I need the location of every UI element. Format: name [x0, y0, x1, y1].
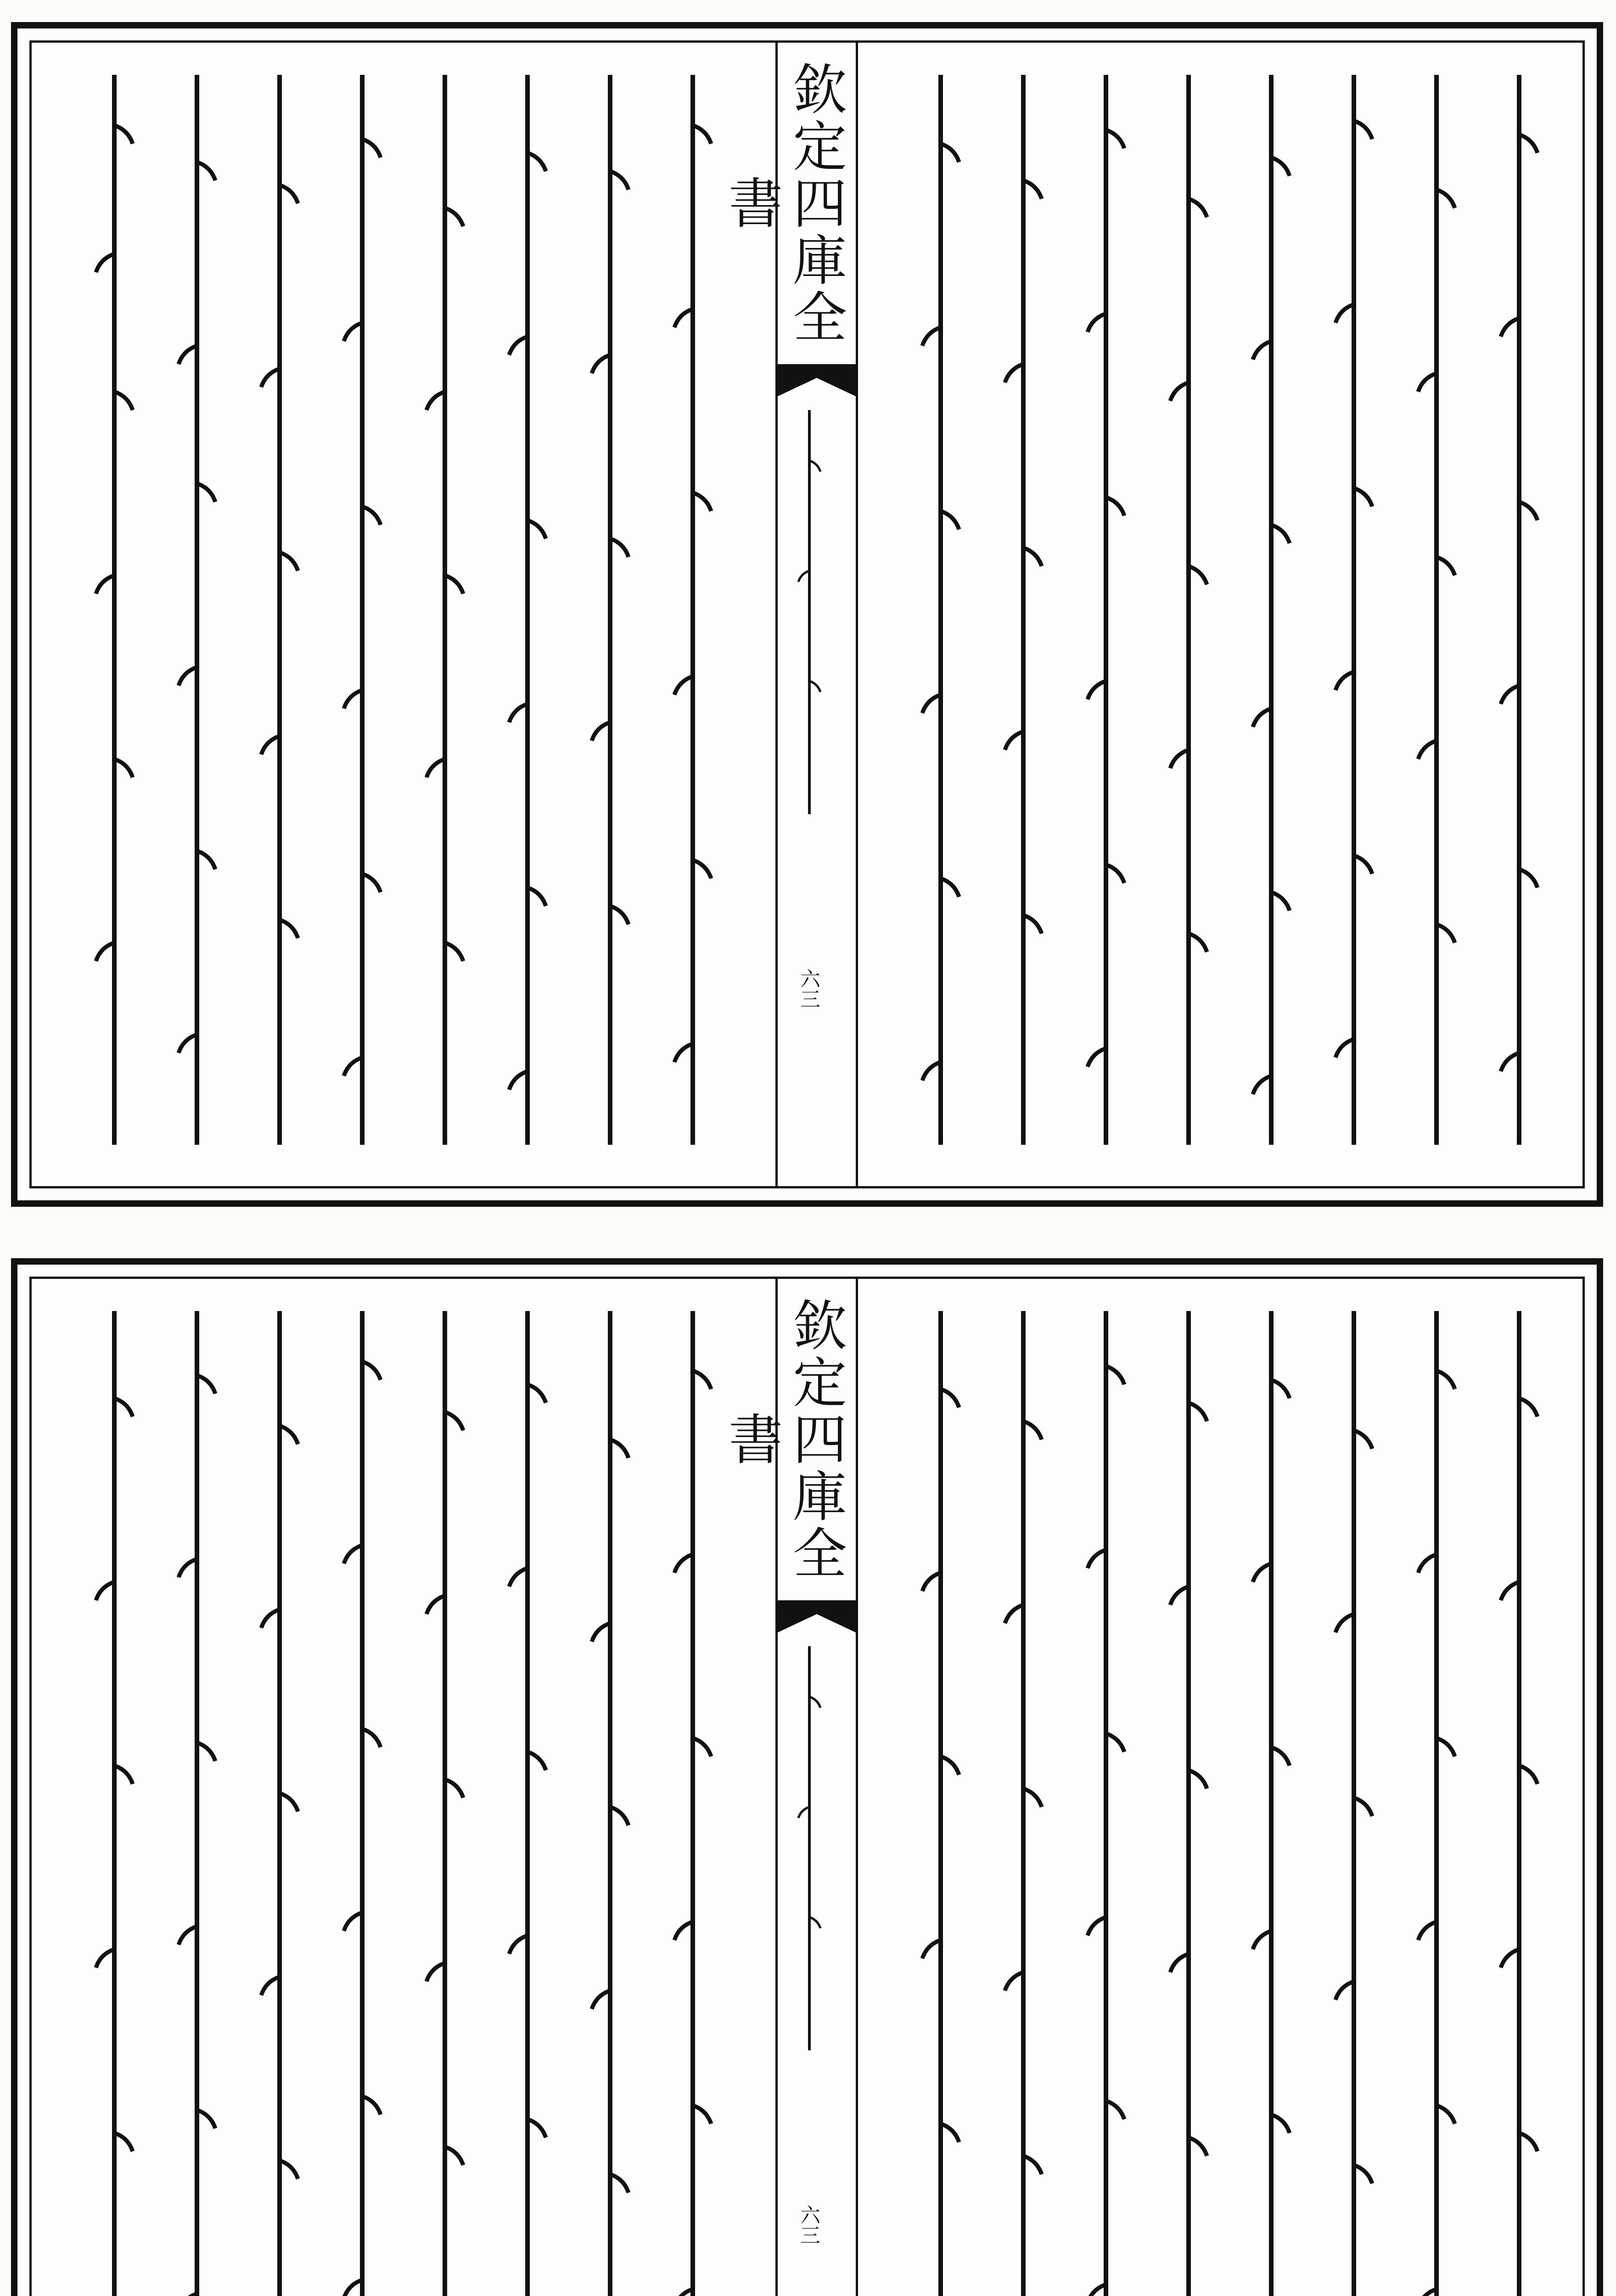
manchu-text-column [500, 70, 555, 1149]
fish-tail-mark [778, 1600, 856, 1632]
manchu-text-column [335, 70, 390, 1149]
manchu-text-column [417, 70, 472, 1149]
manchu-text-column [87, 1306, 142, 2296]
manchu-text-column [583, 70, 638, 1149]
bottom-leaf [11, 1258, 1603, 2296]
fish-tail-mark [778, 364, 856, 396]
manchu-text-column [1409, 70, 1464, 1149]
page-number: 六三 [797, 2205, 820, 2245]
top-left-text-area [32, 43, 775, 1186]
top-right-text-area [858, 43, 1582, 1186]
manchu-text-column [252, 70, 307, 1149]
manchu-text-column [913, 1306, 968, 2296]
volume-label-manchu [793, 1642, 825, 2055]
manchu-text-column [252, 1306, 307, 2296]
center-fold-band [719, 43, 858, 1186]
book-title: 欽定四庫全書 [719, 61, 847, 346]
center-fold-band [719, 1279, 858, 2296]
manchu-text-column [417, 1306, 472, 2296]
manchu-text-column [665, 70, 720, 1149]
manchu-text-column [1409, 1306, 1464, 2296]
manchu-text-column [665, 1306, 720, 2296]
bottom-left-text-area [32, 1279, 775, 2296]
manchu-text-column [1326, 70, 1381, 1149]
book-title: 欽定四庫全書 [719, 1297, 847, 1582]
bottom-leaf-frame [29, 1277, 1585, 2296]
manchu-text-column [1244, 1306, 1299, 2296]
manchu-text-column [1078, 1306, 1133, 2296]
manchu-text-column [1078, 70, 1133, 1149]
top-leaf-frame [29, 40, 1585, 1188]
manchu-text-column [500, 1306, 555, 2296]
manchu-text-column [1492, 1306, 1547, 2296]
manchu-text-column [1326, 1306, 1381, 2296]
manchu-text-column [996, 70, 1051, 1149]
manchu-text-column [335, 1306, 390, 2296]
manchu-text-column [169, 1306, 224, 2296]
manchu-text-column [583, 1306, 638, 2296]
manchu-text-column [169, 70, 224, 1149]
volume-label-manchu [793, 405, 825, 819]
manchu-text-column [1492, 70, 1547, 1149]
manchu-text-column [913, 70, 968, 1149]
bottom-right-text-area [858, 1279, 1582, 2296]
top-leaf [11, 22, 1603, 1207]
manchu-text-column [1161, 1306, 1216, 2296]
manchu-text-column [1161, 70, 1216, 1149]
manchu-text-column [87, 70, 142, 1149]
manchu-text-column [996, 1306, 1051, 2296]
page-number: 六三 [797, 968, 820, 1009]
manchu-text-column [1244, 70, 1299, 1149]
